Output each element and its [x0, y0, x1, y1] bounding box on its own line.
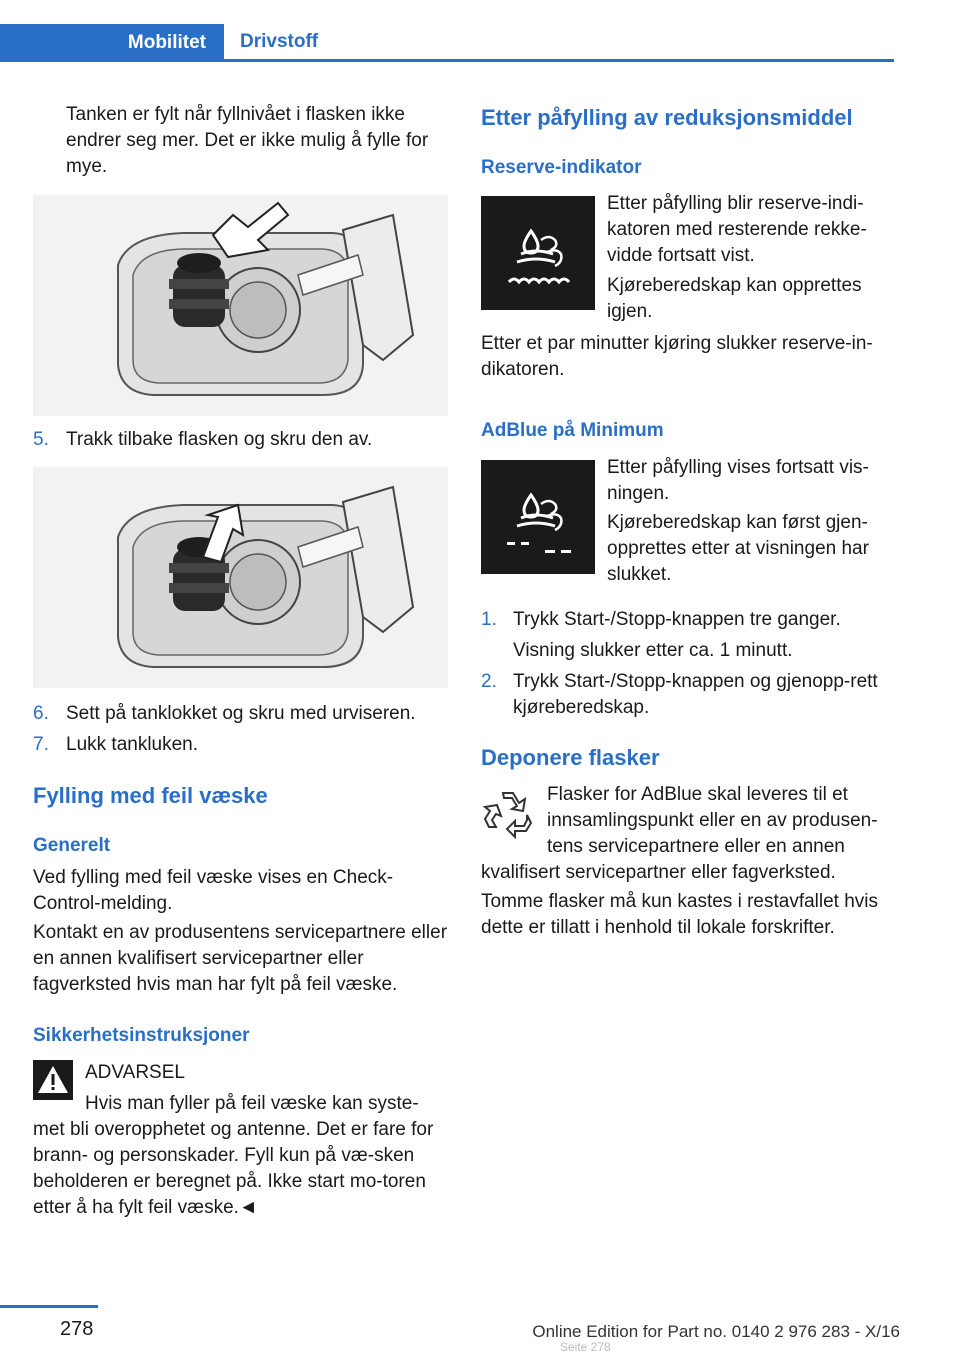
- after-refill-heading: Etter påfylling av reduksjonsmiddel: [481, 105, 853, 130]
- step-2-text: Trykk Start-/Stopp-knappen og gjenopp-rett kjøreberedskap.: [513, 671, 878, 718]
- step-6-number: 6.: [33, 703, 49, 724]
- bottle-insert-illustration: [33, 195, 448, 416]
- warning-triangle-icon: [33, 1060, 73, 1100]
- watermark-text: Seite 278: [560, 1340, 611, 1354]
- warning-label: ADVARSEL: [85, 1062, 185, 1083]
- step-6-text: Sett på tanklokket og skru med urviseren.: [66, 703, 416, 724]
- general-heading: Generelt: [33, 835, 111, 856]
- wrong-fluid-heading: Fylling med feil væske: [33, 783, 268, 808]
- minimum-paragraph-1: Etter påfylling vises fortsatt vis-ningen.: [607, 457, 869, 504]
- step-7-number: 7.: [33, 734, 49, 755]
- reserve-paragraph-2: Kjøreberedskap kan opprettes igjen.: [607, 275, 862, 322]
- intro-paragraph: Tanken er fylt når fyllnivået i flasken ikke endrer seg mer. Det er ikke mulig å fylle for mye.: [66, 104, 429, 177]
- step-2-number: 2.: [481, 671, 497, 692]
- warning-text-rest: met bli overopphetet og antenne. Det er fare for brann- og personskader. Fyll kun på væ-sken beholderen er beregnet på. Ikke start mo-toren etter å ha fylt feil væske.◄: [33, 1119, 434, 1218]
- minimum-paragraph-2: Kjøreberedskap kan først gjen-opprettes etter at visningen har slukket.: [607, 512, 869, 585]
- dispose-bottles-heading: Deponere flasker: [481, 745, 660, 770]
- adblue-reserve-icon: [481, 196, 595, 310]
- safety-heading: Sikkerhetsinstruksjoner: [33, 1025, 250, 1046]
- general-paragraph-2: Kontakt en av produsentens servicepartnere eller en annen kvalifisert servicepartner eller fagverksted hvis man har fylt på feil væske.: [33, 922, 448, 995]
- footer-rule: [0, 1305, 98, 1308]
- reserve-indicator-heading: Reserve-indikator: [481, 157, 642, 178]
- fuel-filler-photo-insert: [33, 195, 448, 416]
- reserve-paragraph-3: Etter et par minutter kjøring slukker reserve-in-dikatoren.: [481, 333, 873, 380]
- step-1-number: 1.: [481, 609, 497, 630]
- general-paragraph-1: Ved fylling med feil væske vises en Check-Control-melding.: [33, 867, 394, 914]
- step-1-text: Trykk Start-/Stopp-knappen tre ganger.: [513, 609, 841, 630]
- fuel-filler-photo-remove: [33, 467, 448, 688]
- step-5-number: 5.: [33, 429, 49, 450]
- warning-text-line-1: Hvis man fyller på feil væske kan syste-: [85, 1093, 419, 1114]
- adblue-minimum-icon: [481, 460, 595, 574]
- step-7-text: Lukk tankluken.: [66, 734, 199, 755]
- dispose-paragraph-2: Tomme flasker må kun kastes i restavfallet hvis dette er tillatt i henhold til lokale forskrifter.: [481, 891, 879, 938]
- step-5-text: Trakk tilbake flasken og skru den av.: [66, 429, 373, 450]
- adblue-minimum-heading: AdBlue på Minimum: [481, 420, 664, 441]
- dispose-paragraph-1: Flasker for AdBlue skal leveres til et innsamlingspunkt eller en av produsen-tens servicepartnere eller en annen: [547, 784, 878, 857]
- dispose-paragraph-1-continued: kvalifisert servicepartner eller fagverksted.: [481, 862, 836, 883]
- page-number: 278: [60, 1318, 94, 1340]
- bottle-remove-illustration: [33, 467, 448, 688]
- subsection-tab: Drivstoff: [224, 24, 894, 62]
- section-tab: Mobilitet: [0, 24, 224, 62]
- step-1-subtext: Visning slukker etter ca. 1 minutt.: [513, 640, 793, 661]
- reserve-paragraph-1: Etter påfylling blir reserve-indi-katoren med resterende rekke-vidde fortsatt vist.: [607, 193, 867, 266]
- edition-text: Online Edition for Part no. 0140 2 976 283 - X/16: [532, 1322, 900, 1341]
- recycle-icon: [481, 785, 535, 839]
